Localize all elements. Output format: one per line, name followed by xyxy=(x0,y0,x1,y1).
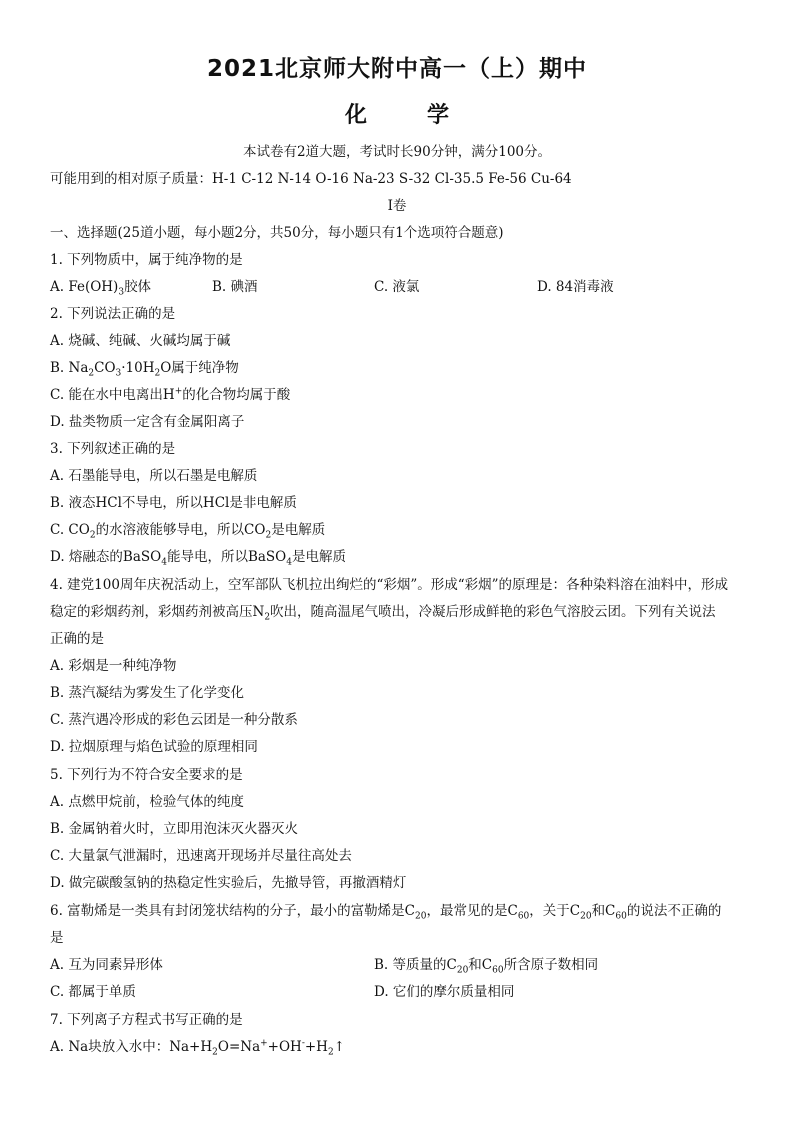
q5-option-a: A. 点燃甲烷前，检验气体的纯度 xyxy=(50,794,244,810)
q4-option-b: B. 蒸汽凝结为雾发生了化学变化 xyxy=(50,685,245,701)
exam-info: 本试卷有2道大题，考试时长90分钟，满分100分。 xyxy=(242,144,552,160)
section-title: 一、选择题(25道小题，每小题2分，共50分，每小题只有1个选项符合题意) xyxy=(50,225,504,241)
q3-option-b: B. 液态HCl不导电，所以HCl是非电解质 xyxy=(50,495,297,511)
volume-label: I卷 xyxy=(387,198,407,214)
q5-option-b: B. 金属钠着火时，立即用泡沫灭火器灭火 xyxy=(50,821,299,837)
q2-option-b: B. $Na_2CO_3\cdot 10H_2O$属于纯净物 xyxy=(50,360,239,379)
q6-option-d: D. 它们的摩尔质量相同 xyxy=(374,984,515,1000)
q2-option-c: C. 能在水中电离出H+的化合物均属于酸 xyxy=(50,386,291,403)
q1-option-b: B. 碘酒 xyxy=(212,279,258,295)
q4-stem-line1: 4. 建党100周年庆祝活动上，空军部队飞机拉出绚烂的“彩烟”。形成“彩烟”的原理是：各种染料溶在油料中，形成 xyxy=(50,577,729,593)
page-title: 2021北京师大附中高一（上）期中 xyxy=(206,56,587,82)
q6-option-a: A. 互为同素异形体 xyxy=(50,957,163,973)
q2-option-d: D. 盐类物质一定含有金属阳离子 xyxy=(50,414,245,430)
q7-stem: 7. 下列离子方程式书写正确的是 xyxy=(50,1012,243,1028)
q2-stem: 2. 下列说法正确的是 xyxy=(50,306,176,322)
q4-stem-line2: 稳定的彩烟药剂，彩烟药剂被高压$N_2$吹出，随高温尾气喷出，冷凝后形成鲜艳的彩色气溶胶云团。下列有关说法 xyxy=(50,604,716,623)
q6-stem-line2: 是 xyxy=(50,930,64,946)
q3-option-d: D. 熔融态的BaSO$_4$能导电，所以BaSO$_4$是电解质 xyxy=(50,549,346,568)
subject-char-2: 学 xyxy=(427,103,450,128)
q4-option-a: A. 彩烟是一种纯净物 xyxy=(50,658,177,674)
q6-stem-line1: 6. 富勒烯是一类具有封闭笼状结构的分子，最小的富勒烯是$C_{20}$，最常见的是$C_{60}$，关于$C_{20}$和$C_{60}$的说法不正确的 xyxy=(50,903,722,922)
q1-option-a: A. $Fe(OH)_3$胶体 xyxy=(50,279,152,298)
q1-stem: 1. 下列物质中，属于纯净物的是 xyxy=(50,252,243,268)
subject-char-1: 化 xyxy=(344,103,367,128)
q3-option-a: A. 石墨能导电，所以石墨是电解质 xyxy=(50,468,258,484)
q5-option-c: C. 大量氯气泄漏时，迅速离开现场并尽量往高处去 xyxy=(50,848,352,864)
q7-option-a: A. Na块放入水中：$Na+H_2O=Na^++OH^-+H_2↑$ xyxy=(50,1038,346,1058)
q6-option-c: C. 都属于单质 xyxy=(50,984,136,1000)
q1-option-c: C. 液氯 xyxy=(374,279,420,295)
q2-option-a: A. 烧碱、纯碱、火碱均属于碱 xyxy=(50,333,231,349)
q4-stem-line3: 正确的是 xyxy=(50,631,104,647)
q5-option-d: D. 做完碳酸氢钠的热稳定性实验后，先撤导管，再撤酒精灯 xyxy=(50,875,407,891)
q4-option-c: C. 蒸汽遇冷形成的彩色云团是一种分散系 xyxy=(50,712,298,728)
q4-option-d: D. 拉烟原理与焰色试验的原理相同 xyxy=(50,739,258,755)
q3-option-c: C. $CO_2$的水溶液能够导电，所以$CO_2$是电解质 xyxy=(50,522,326,541)
q3-stem: 3. 下列叙述正确的是 xyxy=(50,441,176,457)
q1-option-d: D. 84消毒液 xyxy=(537,279,614,295)
q6-option-b: B. 等质量的$C_{20}$和$C_{60}$所含原子数相同 xyxy=(374,957,599,976)
q5-stem: 5. 下列行为不符合安全要求的是 xyxy=(50,767,243,783)
subject-title xyxy=(0,98,794,129)
atomic-masses: 可能用到的相对原子质量：H-1 C-12 N-14 O-16 Na-23 S-32 Cl-35.5 Fe-56 Cu-64 xyxy=(50,171,572,187)
